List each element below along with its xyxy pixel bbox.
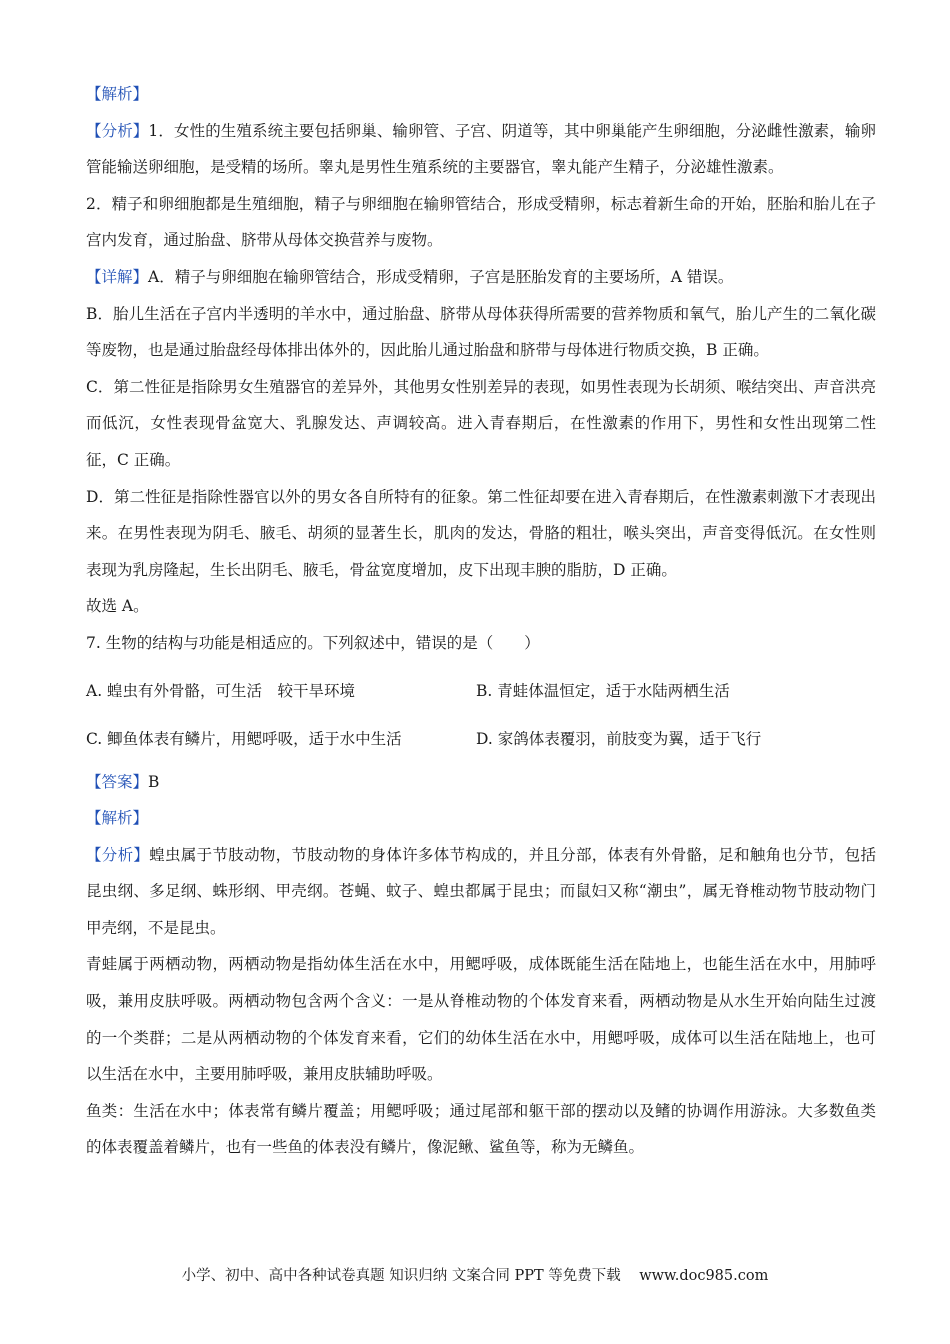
paragraph-detail-a: 【详解】A．精子与卵细胞在输卵管结合，形成受精卵，子宫是胚胎发育的主要场所，A 错误。 (86, 267, 734, 286)
option-d: D. 家鸽体表覆羽，前肢变为翼，适于飞行 (476, 730, 762, 749)
paragraph-analysis-fish: 鱼类：生活在水中；体表常有鳞片覆盖；用鳃呼吸；通过尾部和躯干部的摆动以及鳍的协调作用游泳。大多数鱼类的体表覆盖着鳞片，也有一些鱼的体表没有鳞片，像泥鳅、鲨鱼等，称为无鳞鱼。 (86, 1101, 876, 1157)
paragraph-detail-c: C．第二性征是指除男女生殖器官的差异外，其他男女性别差异的表现，如男性表现为长胡须、喉结突出、声音洪亮而低沉，女性表现骨盆宽大、乳腺发达、声调较高。进入青春期后，在性激素的作用下，男性和女性出现第二性征，C 正确。 (86, 377, 876, 469)
page-footer (0, 1264, 950, 1285)
paragraph-analysis-1: 【分析】1．女性的生殖系统主要包括卵巢、输卵管、子宫、阴道等，其中卵巢能产生卵细胞，分泌雌性激素，输卵管能输送卵细胞，是受精的场所。睾丸是男性生殖系统的主要器官，睾丸能产生精子，分泌雄性激素。 (86, 121, 876, 177)
paragraph-analysis-2: 2．精子和卵细胞都是生殖细胞，精子与卵细胞在输卵管结合，形成受精卵，标志着新生命的开始，胚胎和胎儿在子宫内发育，通过胎盘、脐带从母体交换营养与废物。 (86, 194, 876, 250)
document-body (86, 76, 876, 1166)
question-7-stem: 7. 生物的结构与功能是相适应的。下列叙述中，错误的是（ ） (86, 633, 540, 652)
section-heading-analysis-2: 【解析】 (86, 809, 149, 828)
paragraph-analysis-locust: 【分析】蝗虫属于节肢动物，节肢动物的身体许多体节构成的，并且分部，体表有外骨骼，足和触角也分节，包括昆虫纲、多足纲、蛛形纲、甲壳纲。苍蝇、蚊子、蝗虫都属于昆虫；而鼠妇又称“潮虫”，属无脊椎动物节肢动物门甲壳纲，不是昆虫。 (86, 845, 876, 937)
option-b: B. 青蛙体温恒定，适于水陆两栖生活 (476, 682, 730, 701)
option-a: A. 蝗虫有外骨骼，可生活 较干旱环境 (86, 682, 356, 701)
paragraph-detail-d: D．第二性征是指除性器官以外的男女各自所特有的征象。第二性征却要在进入青春期后，在性激素刺激下才表现出来。在男性表现为阴毛、腋毛、胡须的显著生长，肌肉的发达，骨胳的粗壮，喉头突出，声音变得低沉。在女性则表现为乳房隆起，生长出阴毛、腋毛，骨盆宽度增加，皮下出现丰腴的脂肪，D 正确。 (86, 487, 876, 579)
paragraph-analysis-frog: 青蛙属于两栖动物，两栖动物是指幼体生活在水中，用鳃呼吸，成体既能生活在陆地上，也能生活在水中，用肺呼吸，兼用皮肤呼吸。两栖动物包含两个含义：一是从脊椎动物的个体发育来看，两栖动物是从水生开始向陆生过渡的一个类群；二是从两栖动物的个体发育来看，它们的幼体生活在水中，用鳃呼吸，成体可以生活在陆地上，也可以生活在水中，主要用肺呼吸，兼用皮肤辅助呼吸。 (86, 955, 876, 1084)
options-row-1 (86, 668, 876, 716)
answer-line: 【答案】B (86, 772, 160, 791)
paragraph-detail-b: B．胎儿生活在子宫内半透明的羊水中，通过胎盘、脐带从母体获得所需要的营养物质和氧气，胎儿产生的二氧化碳等废物，也是通过胎盘经母体排出体外的，因此胎儿通过胎盘和脐带与母体进行物质交换，B 正确。 (86, 304, 876, 360)
section-heading-analysis: 【解析】 (86, 85, 149, 103)
paragraph-conclusion: 故选 A。 (86, 597, 149, 616)
options-row-2 (86, 716, 876, 764)
question-7-options (86, 668, 876, 764)
option-c: C. 鲫鱼体表有鳞片，用鳃呼吸，适于水中生活 (86, 730, 402, 749)
footer-url: www.doc985.com (639, 1268, 769, 1284)
footer-text: 小学、初中、高中各种试卷真题 知识归纳 文案合同 PPT 等免费下载 (181, 1268, 621, 1284)
